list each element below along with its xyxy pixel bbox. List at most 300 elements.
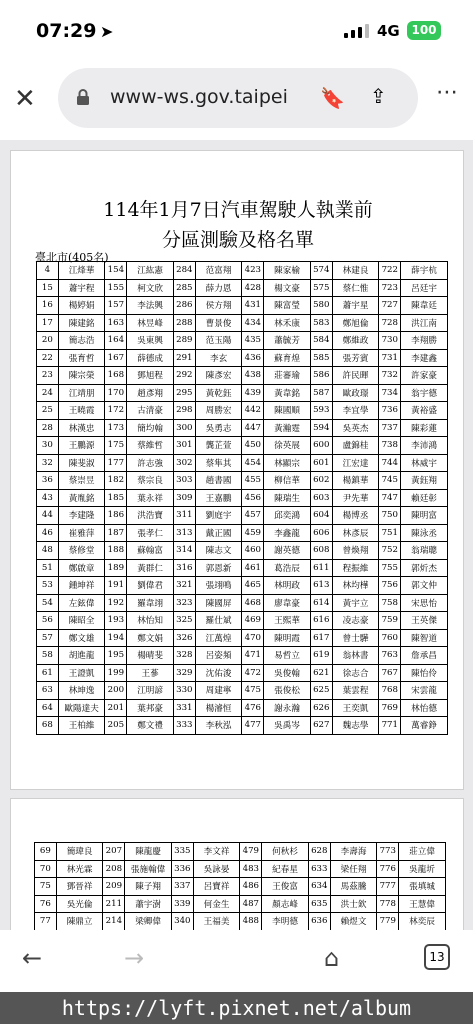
cell-name: 王福美: [193, 913, 240, 931]
cell-number: 186: [105, 507, 127, 525]
cell-name: 王慧偉: [399, 895, 446, 913]
cell-number: 17: [37, 314, 59, 332]
cell-name: 蔡仁惟: [332, 279, 379, 297]
cell-number: 209: [103, 878, 125, 896]
cell-number: 455: [242, 472, 264, 490]
cell-number: 20: [37, 332, 59, 350]
cell-name: 陳志文: [195, 542, 242, 560]
cell-name: 蕭宇程: [58, 279, 105, 297]
cell-name: 蕭毓芳: [264, 332, 311, 350]
cell-number: 737: [379, 419, 401, 437]
location-arrow-icon: ➤: [100, 22, 114, 41]
cell-number: 614: [310, 594, 332, 612]
cell-number: 727: [379, 297, 401, 315]
cell-name: 黃韋銘: [264, 384, 311, 402]
cell-number: 454: [242, 454, 264, 472]
battery-icon: 100: [407, 21, 441, 40]
cell-number: 289: [173, 332, 195, 350]
cell-number: 323: [173, 594, 195, 612]
doc-subtitle: 分區測驗及格名單: [161, 229, 314, 251]
cell-name: 吳英杰: [332, 419, 379, 437]
cell-name: 戴正國: [195, 524, 242, 542]
cell-name: 林威宇: [401, 454, 448, 472]
cell-name: 陳泳丞: [401, 524, 448, 542]
cell-name: 邱奕鴻: [264, 507, 311, 525]
cell-number: 627: [310, 717, 332, 735]
table-row: [37, 682, 448, 700]
cell-number: 587: [310, 384, 332, 402]
table-row: [37, 559, 448, 577]
cell-name: 簡均翰: [127, 419, 174, 437]
cell-name: 龔芷萱: [195, 437, 242, 455]
cell-number: 340: [171, 913, 193, 931]
cell-name: 程振維: [332, 559, 379, 577]
cell-name: 楊鎮華: [332, 472, 379, 490]
cell-number: 284: [173, 262, 195, 280]
cell-name: 江萬煌: [195, 629, 242, 647]
close-icon[interactable]: ✕: [14, 84, 36, 114]
table-row: [37, 402, 448, 420]
cell-name: 李明德: [262, 913, 309, 931]
table-row: [35, 860, 446, 878]
cell-name: 徐英展: [264, 437, 311, 455]
doc-title: 114年1月7日汽車駕駛人執業前: [103, 199, 373, 221]
cell-number: 337: [171, 878, 193, 896]
cell-number: 207: [103, 843, 125, 861]
cell-name: 翁林書: [332, 647, 379, 665]
cell-name: 吳禹岑: [264, 717, 311, 735]
cell-name: 蔡宗良: [127, 472, 174, 490]
cell-number: 585: [310, 349, 332, 367]
cell-number: 442: [242, 402, 264, 420]
cell-name: 盧錦桂: [332, 437, 379, 455]
cell-name: 曾士驊: [332, 629, 379, 647]
cell-name: 簡志浩: [58, 332, 105, 350]
cell-name: 簡瑋良: [56, 843, 103, 861]
cell-name: 林怡德: [401, 699, 448, 717]
cell-name: 陳家榆: [264, 262, 311, 280]
cell-name: 陳子翔: [125, 878, 172, 896]
cell-name: 陳建銘: [58, 314, 105, 332]
cell-number: 164: [105, 332, 127, 350]
more-icon[interactable]: ⋯: [436, 80, 458, 105]
cell-name: 林禾康: [264, 314, 311, 332]
cell-name: 尹先華: [332, 489, 379, 507]
cell-number: 200: [105, 682, 127, 700]
cell-name: 鄭文雄: [58, 629, 105, 647]
cell-name: 林顯宗: [264, 454, 311, 472]
table-row: [37, 542, 448, 560]
cell-name: 江宏達: [332, 454, 379, 472]
cell-name: 李建鑫: [401, 349, 448, 367]
cell-number: 25: [37, 402, 59, 420]
cell-number: 175: [105, 437, 127, 455]
cell-name: 曾煥翔: [332, 542, 379, 560]
cell-name: 洪江南: [401, 314, 448, 332]
cell-number: 457: [242, 507, 264, 525]
cell-number: 56: [37, 612, 59, 630]
cell-number: 730: [379, 332, 401, 350]
cell-number: 583: [310, 314, 332, 332]
cell-number: 51: [37, 559, 59, 577]
table-row: [37, 664, 448, 682]
cell-name: 陳昭全: [58, 612, 105, 630]
cell-name: 蕭宇星: [332, 297, 379, 315]
cell-number: 626: [310, 699, 332, 717]
cell-name: 謝永瀚: [264, 699, 311, 717]
cell-number: 616: [310, 612, 332, 630]
forward-icon[interactable]: →: [124, 944, 145, 972]
cell-number: 211: [103, 895, 125, 913]
cell-number: 488: [240, 913, 262, 931]
cell-name: 周建寧: [195, 682, 242, 700]
cell-number: 333: [173, 717, 195, 735]
cell-number: 64: [37, 699, 59, 717]
cell-name: 黃鈺翔: [401, 472, 448, 490]
cell-name: 黃宇立: [332, 594, 379, 612]
cell-number: 48: [37, 542, 59, 560]
cell-number: 593: [310, 402, 332, 420]
cell-name: 陳龍慶: [125, 843, 172, 861]
cell-number: 744: [379, 454, 401, 472]
cell-name: 周勝宏: [195, 402, 242, 420]
cell-number: 187: [105, 524, 127, 542]
cell-number: 459: [242, 524, 264, 542]
cell-number: 447: [242, 419, 264, 437]
cell-name: 李宜學: [332, 402, 379, 420]
cell-name: 蕭宇澍: [125, 895, 172, 913]
cell-name: 李秋泓: [195, 717, 242, 735]
cell-number: 194: [105, 629, 127, 647]
table-row: [37, 314, 448, 332]
cell-number: 292: [173, 367, 195, 385]
cell-name: 李文祥: [193, 843, 240, 861]
table-row: [37, 262, 448, 280]
cell-number: 68: [37, 717, 59, 735]
cell-name: 楊濬恒: [195, 699, 242, 717]
cell-number: 438: [242, 367, 264, 385]
cell-name: 楊婷娟: [58, 297, 105, 315]
cell-name: 蔡崇昱: [58, 472, 105, 490]
cell-number: 468: [242, 594, 264, 612]
cell-name: 陳明霞: [264, 629, 311, 647]
address-bar[interactable]: [58, 68, 418, 128]
cell-number: 450: [242, 437, 264, 455]
cell-name: 王奕凱: [332, 699, 379, 717]
cell-number: 487: [240, 895, 262, 913]
cell-name: 陳瑞生: [264, 489, 311, 507]
cell-number: 586: [310, 367, 332, 385]
cell-name: 賴煜文: [330, 913, 377, 931]
cell-number: 479: [240, 843, 262, 861]
cell-name: 何金生: [193, 895, 240, 913]
table-row: [37, 699, 448, 717]
cell-name: 蔡隼其: [195, 454, 242, 472]
cell-name: 陳明富: [401, 507, 448, 525]
cell-name: 葉永祥: [127, 489, 174, 507]
cell-name: 劉偉君: [127, 577, 174, 595]
pass-list-table-2: [34, 842, 446, 931]
cell-name: 王曉霞: [58, 402, 105, 420]
cell-name: 林光霖: [56, 860, 103, 878]
cell-name: 薛德成: [127, 349, 174, 367]
cell-number: 43: [37, 489, 59, 507]
cell-name: 吳光倫: [56, 895, 103, 913]
table-row: [35, 878, 446, 896]
cell-number: 214: [103, 913, 125, 931]
cell-name: 李翔勝: [401, 332, 448, 350]
cell-name: 葉邦豪: [127, 699, 174, 717]
cell-number: 472: [242, 664, 264, 682]
cell-name: 蔡修堂: [58, 542, 105, 560]
bottom-bar: [0, 930, 473, 992]
cell-number: 44: [37, 507, 59, 525]
cell-name: 廖韋豪: [264, 594, 311, 612]
cell-name: 蔡維哲: [127, 437, 174, 455]
cell-name: 林均樺: [332, 577, 379, 595]
cell-number: 28: [37, 419, 59, 437]
cell-name: 王嘉鵬: [195, 489, 242, 507]
cell-number: 771: [379, 717, 401, 735]
cell-number: 53: [37, 577, 59, 595]
home-icon[interactable]: ⌂: [324, 944, 340, 972]
cell-name: 萬睿錚: [401, 717, 448, 735]
cell-name: 翁宇德: [401, 384, 448, 402]
cell-number: 170: [105, 384, 127, 402]
cell-number: 291: [173, 349, 195, 367]
cell-name: 郭恩新: [195, 559, 242, 577]
cell-name: 陳智道: [401, 629, 448, 647]
url-text: www-ws.gov.taipei: [110, 86, 288, 108]
bookmark-icon[interactable]: 🔖: [320, 86, 345, 110]
document-page: [10, 150, 464, 790]
cell-number: 188: [105, 542, 127, 560]
cell-name: 王熙華: [264, 612, 311, 630]
cell-name: 張填城: [399, 878, 446, 896]
cell-name: 李鑫龍: [264, 524, 311, 542]
signal-icon: [344, 24, 370, 38]
cell-name: 呂廷宇: [401, 279, 448, 297]
cell-number: 745: [379, 472, 401, 490]
cell-number: 336: [171, 860, 193, 878]
cell-number: 69: [35, 843, 57, 861]
cell-number: 477: [242, 717, 264, 735]
cell-name: 陳怡伶: [401, 664, 448, 682]
cell-number: 734: [379, 384, 401, 402]
cell-name: 吳勇志: [195, 419, 242, 437]
cell-name: 胡進龍: [58, 647, 105, 665]
cell-number: 76: [35, 895, 57, 913]
cell-name: 李壽海: [330, 843, 377, 861]
cell-number: 777: [377, 878, 399, 896]
cell-name: 王鵬源: [58, 437, 105, 455]
cell-name: 許志強: [127, 454, 174, 472]
cell-name: 陳富瑩: [264, 297, 311, 315]
cell-name: 張芳賓: [332, 349, 379, 367]
cell-name: 陳彩蓮: [401, 419, 448, 437]
cell-number: 436: [242, 349, 264, 367]
cell-number: 773: [377, 843, 399, 861]
cell-number: 760: [379, 629, 401, 647]
cell-number: 63: [37, 682, 59, 700]
cell-number: 191: [105, 577, 127, 595]
cell-name: 歐政璟: [332, 384, 379, 402]
table-row: [37, 454, 448, 472]
watermark: https://lyft.pixnet.net/album: [0, 992, 473, 1024]
table-row: [35, 843, 446, 861]
cell-number: 752: [379, 542, 401, 560]
table-row: [37, 577, 448, 595]
table-row: [37, 717, 448, 735]
table-row: [37, 437, 448, 455]
cell-number: 167: [105, 349, 127, 367]
region-label: 臺北市(405名): [35, 251, 109, 264]
cell-number: 778: [377, 895, 399, 913]
tabs-button[interactable]: 13: [424, 944, 450, 970]
cell-number: 36: [37, 472, 59, 490]
cell-name: 莊立偉: [399, 843, 446, 861]
cell-name: 蘇育煌: [264, 349, 311, 367]
cell-number: 193: [105, 612, 127, 630]
cell-name: 李建隆: [58, 507, 105, 525]
cell-number: 302: [173, 454, 195, 472]
cell-number: 594: [310, 419, 332, 437]
pass-list-table: [36, 261, 448, 735]
cell-name: 鄧旭程: [127, 367, 174, 385]
table-row: [37, 419, 448, 437]
cell-number: 759: [379, 612, 401, 630]
cell-number: 580: [310, 297, 332, 315]
cell-number: 195: [105, 647, 127, 665]
cell-number: 182: [105, 472, 127, 490]
cell-name: 楊文豪: [264, 279, 311, 297]
share-icon[interactable]: ⇪: [370, 84, 387, 108]
cell-number: 636: [308, 913, 330, 931]
cell-number: 22: [37, 349, 59, 367]
cell-number: 776: [377, 860, 399, 878]
cell-number: 755: [379, 559, 401, 577]
back-icon[interactable]: ←: [22, 944, 43, 972]
cell-number: 300: [173, 419, 195, 437]
cell-number: 763: [379, 647, 401, 665]
cell-name: 柯文欣: [127, 279, 174, 297]
cell-name: 顏志峰: [262, 895, 309, 913]
cell-name: 黃瀚霆: [264, 419, 311, 437]
cell-name: 張翊鳴: [195, 577, 242, 595]
cell-name: 江紘憲: [127, 262, 174, 280]
table-row: [37, 367, 448, 385]
cell-name: 林明政: [264, 577, 311, 595]
cell-number: 54: [37, 594, 59, 612]
cell-name: 楊晴斐: [127, 647, 174, 665]
cell-number: 617: [310, 629, 332, 647]
table-row: [37, 384, 448, 402]
cell-number: 155: [105, 279, 127, 297]
browser-toolbar: [0, 62, 473, 140]
cell-number: 486: [240, 878, 262, 896]
cell-number: 311: [173, 507, 195, 525]
cell-name: 呂姿頻: [195, 647, 242, 665]
cell-name: 李沛鴻: [401, 437, 448, 455]
cell-name: 馬茲騰: [330, 878, 377, 896]
table-row: [37, 489, 448, 507]
cell-number: 172: [105, 402, 127, 420]
cell-number: 768: [379, 682, 401, 700]
cell-name: 黃胤銘: [58, 489, 105, 507]
cell-name: 李法興: [127, 297, 174, 315]
cell-name: 陳彥宏: [195, 367, 242, 385]
cell-name: 侯方翔: [195, 297, 242, 315]
cell-number: 635: [308, 895, 330, 913]
cell-number: 32: [37, 454, 59, 472]
cell-name: 梁任翔: [330, 860, 377, 878]
cell-number: 163: [105, 314, 127, 332]
cell-number: 157: [105, 297, 127, 315]
cell-name: 林彥辰: [332, 524, 379, 542]
cell-name: 沈佑浚: [195, 664, 242, 682]
cell-number: 471: [242, 647, 264, 665]
cell-number: 285: [173, 279, 195, 297]
cell-number: 189: [105, 559, 127, 577]
cell-number: 303: [173, 472, 195, 490]
cell-name: 吳龍圻: [399, 860, 446, 878]
cell-number: 435: [242, 332, 264, 350]
cell-name: 黃群仁: [127, 559, 174, 577]
cell-number: 208: [103, 860, 125, 878]
cell-name: 鍾坤祥: [58, 577, 105, 595]
cell-number: 611: [310, 559, 332, 577]
cell-name: 易哲立: [264, 647, 311, 665]
cell-name: 葛浩辰: [264, 559, 311, 577]
cell-name: 張俊松: [264, 682, 311, 700]
table-row: [37, 349, 448, 367]
cell-number: 461: [242, 559, 264, 577]
cell-name: 吳東興: [127, 332, 174, 350]
cell-number: 604: [310, 507, 332, 525]
cell-number: 173: [105, 419, 127, 437]
cell-number: 625: [310, 682, 332, 700]
cell-name: 陳宗榮: [58, 367, 105, 385]
cell-name: 楊博丞: [332, 507, 379, 525]
table-row: [37, 594, 448, 612]
cell-number: 288: [173, 314, 195, 332]
cell-number: 154: [105, 262, 127, 280]
table-row: [35, 913, 446, 931]
cell-name: 陳斐淑: [58, 454, 105, 472]
cell-number: 309: [173, 489, 195, 507]
cell-name: 許家豪: [401, 367, 448, 385]
cell-name: 王柏維: [58, 717, 105, 735]
cell-name: 謝英德: [264, 542, 311, 560]
cell-number: 15: [37, 279, 59, 297]
cell-number: 608: [310, 542, 332, 560]
cell-number: 738: [379, 437, 401, 455]
cell-number: 316: [173, 559, 195, 577]
cell-number: 16: [37, 297, 59, 315]
cell-number: 313: [173, 524, 195, 542]
table-row: [37, 332, 448, 350]
cell-name: 黃乾鈺: [195, 384, 242, 402]
cell-name: 陳韋廷: [401, 297, 448, 315]
cell-name: 王蔘: [127, 664, 174, 682]
table-row: [37, 279, 448, 297]
cell-name: 莊審瑜: [264, 367, 311, 385]
cell-name: 林建良: [332, 262, 379, 280]
cell-name: 宋雲龍: [401, 682, 448, 700]
cell-number: 723: [379, 279, 401, 297]
cell-name: 林怡知: [127, 612, 174, 630]
cell-name: 林昱峰: [127, 314, 174, 332]
